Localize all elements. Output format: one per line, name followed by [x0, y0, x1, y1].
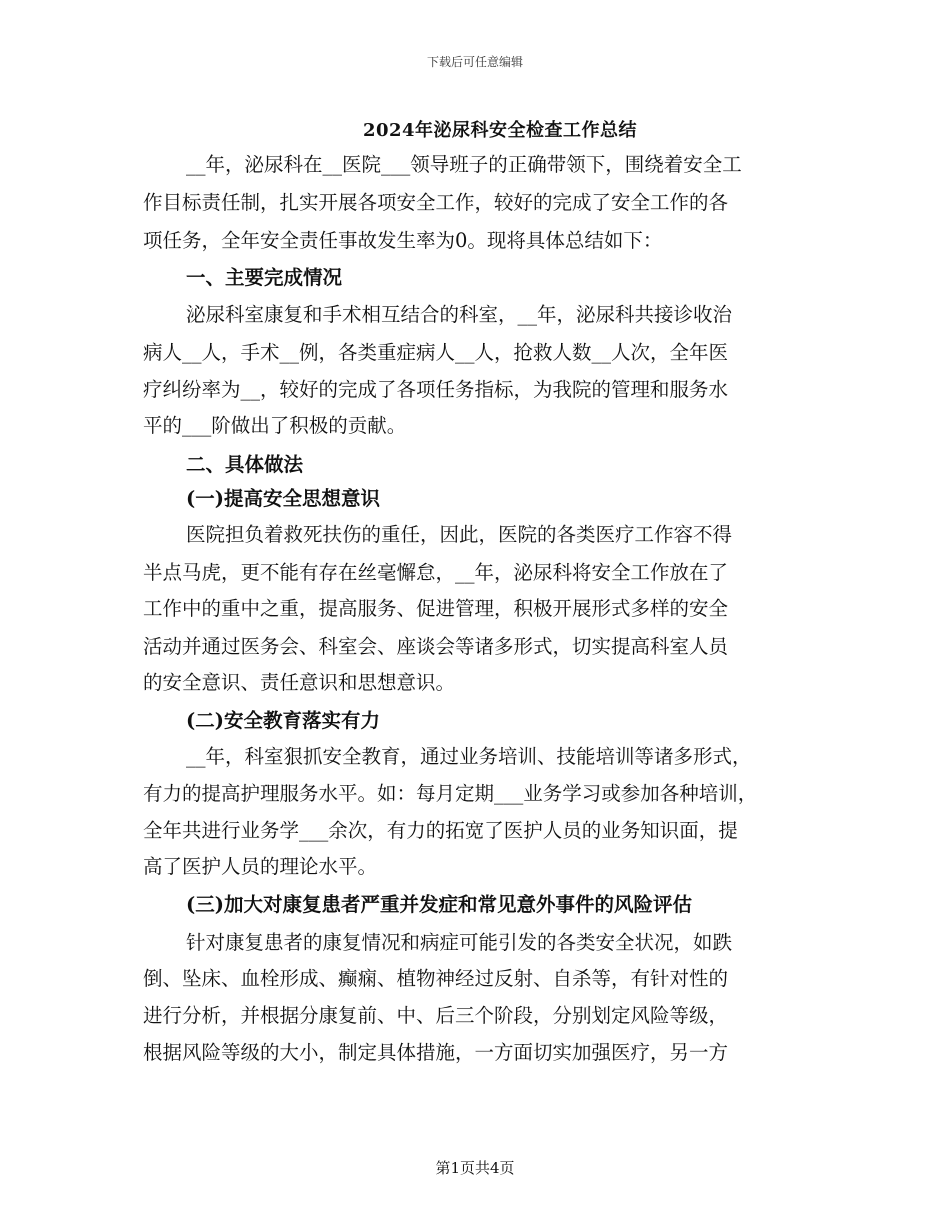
intro-line-1: __年，泌尿科在__医院___领导班子的正确带领下，围绕着安全工	[186, 153, 742, 176]
sub2-line-2: 有力的提高护理服务水平。如：每月定期___业务学习或参加各种培训，	[143, 782, 758, 805]
sub3-line-2: 倒、坠床、血栓形成、癫痫、植物神经过反射、自杀等，有针对性的	[143, 967, 729, 990]
section1-line-1: 泌尿科室康复和手术相互结合的科室，__年，泌尿科共接诊收治	[186, 303, 733, 326]
sub3-line-4: 根据风险等级的大小，制定具体措施，一方面切实加强医疗，另一方	[143, 1041, 729, 1064]
sub2-line-3: 全年共进行业务学___余次，有力的拓宽了医护人员的业务知识面，提	[143, 819, 738, 842]
section1-line-2: 病人__人，手术__例，各类重症病人__人，抢救人数__人次，全年医	[143, 341, 729, 364]
sub1-line-5: 的安全意识、责任意识和思想意识。	[143, 671, 456, 694]
intro-line-2: 作目标责任制，扎实开展各项安全工作，较好的完成了安全工作的各	[143, 191, 729, 214]
sub1-line-3: 工作中的重中之重，提高服务、促进管理，积极开展形式多样的安全	[143, 597, 729, 620]
document-title: 2024年泌尿科安全检查工作总结	[362, 120, 638, 141]
sub1-line-2: 半点马虎，更不能有存在丝毫懈怠，__年，泌尿科将安全工作放在了	[143, 561, 729, 584]
subsection-heading-1: (一)提高安全思想意识	[186, 487, 380, 510]
sub1-line-1: 医院担负着救死扶伤的重任，因此，医院的各类医疗工作容不得	[186, 523, 733, 546]
section-heading-2: 二、具体做法	[186, 453, 304, 476]
section1-line-4: 平的___阶做出了积极的贡献。	[143, 414, 407, 437]
subsection-heading-2: (二)安全教育落实有力	[186, 709, 380, 732]
sub3-line-3: 进行分析，并根据分康复前、中、后三个阶段，分别划定风险等级，	[143, 1004, 729, 1027]
intro-line-3: 项任务，全年安全责任事故发生率为0。现将具体总结如下：	[143, 229, 663, 252]
sub3-line-1: 针对康复患者的康复情况和病症可能引发的各类安全状况，如跌	[186, 931, 733, 954]
header-note: 下载后可任意编辑	[426, 55, 523, 69]
sub2-line-4: 高了医护人员的理论水平。	[143, 855, 378, 878]
sub2-line-1: __年，科室狠抓安全教育，通过业务培训、技能培训等诸多形式，	[186, 745, 752, 768]
section1-line-3: 疗纠纷率为__，较好的完成了各项任务指标，为我院的管理和服务水	[143, 378, 729, 401]
subsection-heading-3: (三)加大对康复患者严重并发症和常见意外事件的风险评估	[186, 893, 692, 916]
section-heading-1: 一、主要完成情况	[186, 266, 343, 289]
page-number: 第1页共4页	[435, 1159, 515, 1177]
sub1-line-4: 活动并通过医务会、科室会、座谈会等诸多形式，切实提高科室人员	[143, 635, 729, 658]
